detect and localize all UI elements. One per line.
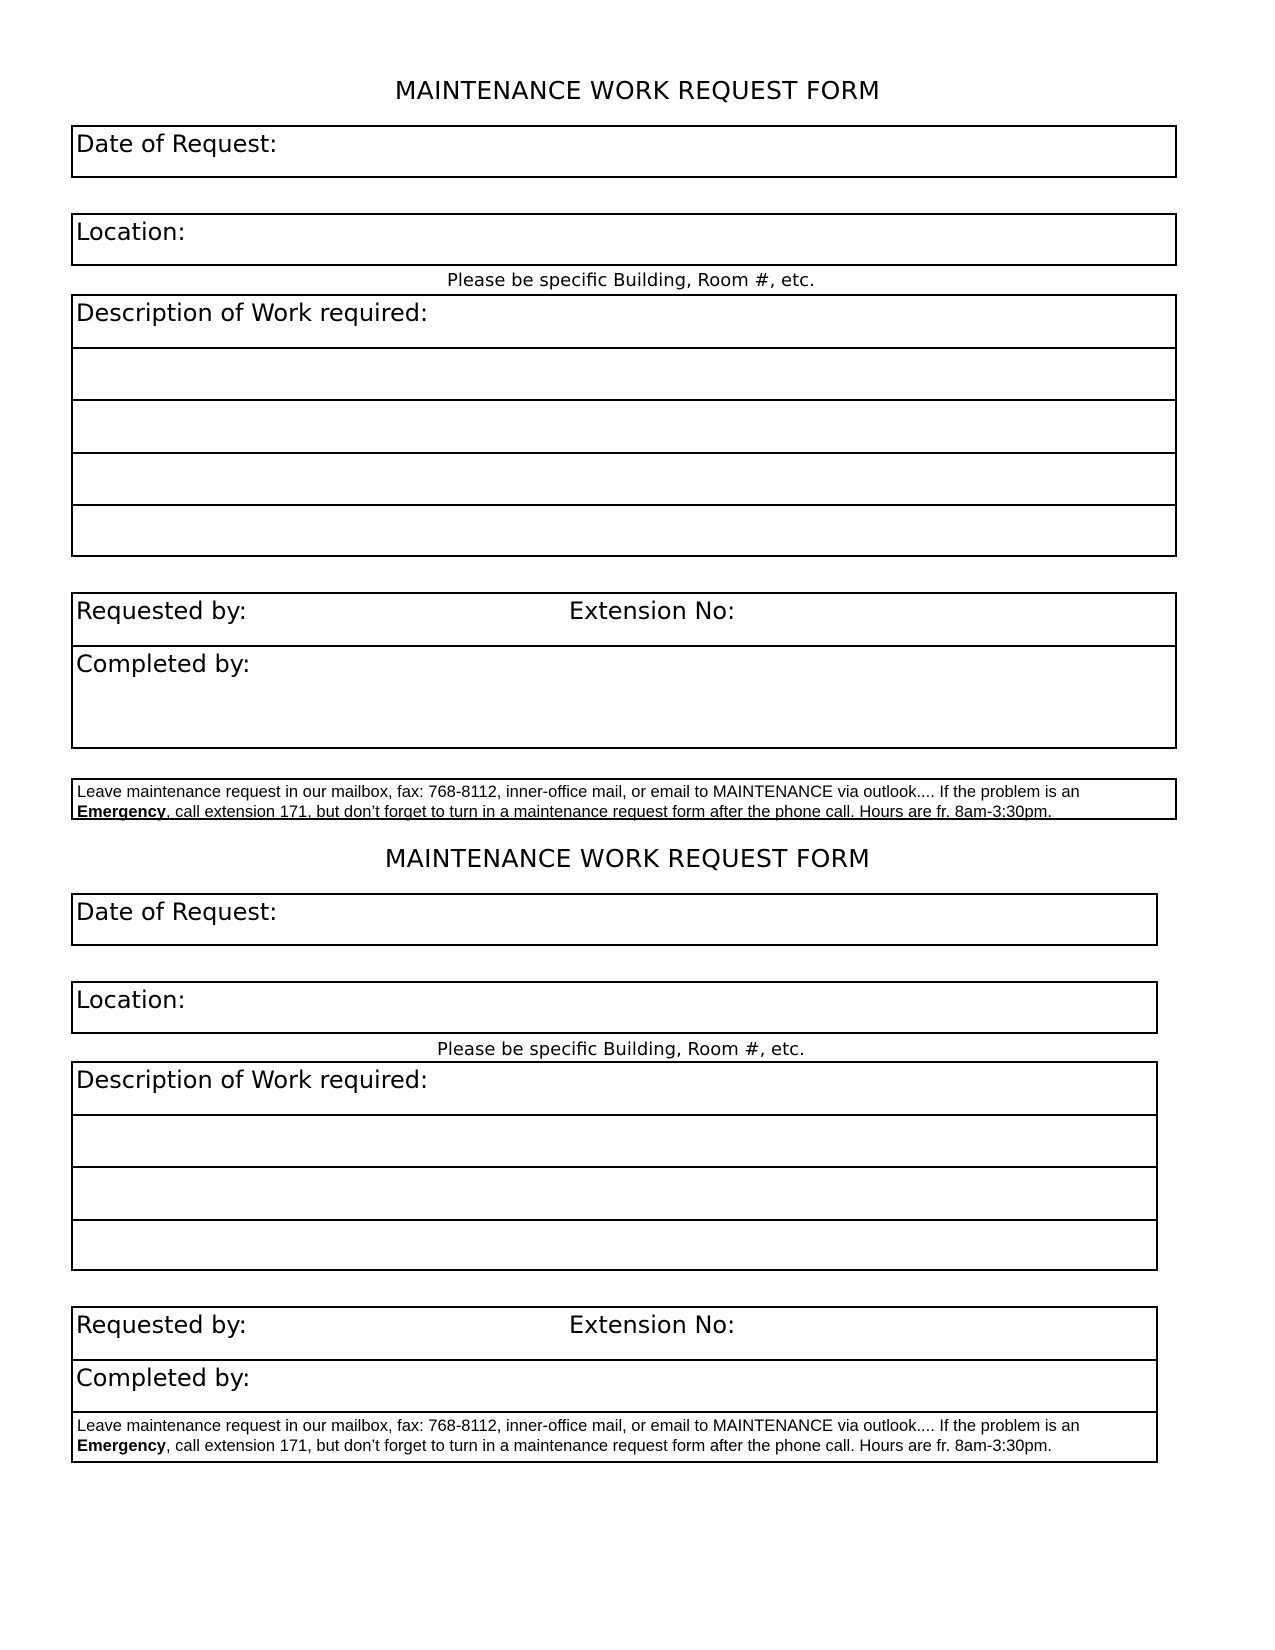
instructions-note bbox=[71, 778, 1177, 820]
description-field[interactable] bbox=[71, 1061, 1158, 1271]
requester-completion-section bbox=[71, 1306, 1158, 1463]
description-line bbox=[73, 1219, 1156, 1221]
instructions-note bbox=[77, 1416, 1150, 1456]
section-divider bbox=[73, 1411, 1156, 1413]
completed-by-label: Completed by: bbox=[76, 1364, 251, 1392]
description-label: Description of Work required: bbox=[76, 1066, 429, 1094]
section-divider bbox=[73, 645, 1175, 647]
description-line bbox=[73, 399, 1175, 401]
note-line-2: , call extension 171, but don’t forget to turn in a maintenance request form after the phone call. Hours are fr. 8am-3:30pm. bbox=[165, 803, 1052, 821]
location-field[interactable] bbox=[71, 981, 1158, 1034]
date-of-request-field[interactable] bbox=[71, 125, 1177, 178]
requested-by-label: Requested by: bbox=[76, 1311, 247, 1339]
completed-by-label: Completed by: bbox=[76, 650, 251, 678]
location-field[interactable] bbox=[71, 213, 1177, 266]
description-line bbox=[73, 504, 1175, 506]
note-line-2: , call extension 171, but don’t forget to turn in a maintenance request form after the phone call. Hours are fr. 8am-3:30pm. bbox=[165, 1437, 1052, 1455]
section-divider bbox=[73, 1359, 1156, 1361]
location-label: Location: bbox=[76, 986, 186, 1014]
note-line-1: Leave maintenance request in our mailbox, fax: 768-8112, inner-office mail, or email to MAINTENANCE via outlook.... If the problem is an bbox=[77, 1417, 1080, 1435]
location-hint: Please be specific Building, Room #, etc. bbox=[447, 270, 815, 291]
note-line-1: Leave maintenance request in our mailbox, fax: 768-8112, inner-office mail, or email to MAINTENANCE via outlook.... If the problem is an bbox=[77, 783, 1080, 801]
description-line bbox=[73, 1114, 1156, 1116]
description-line bbox=[73, 452, 1175, 454]
note-emphasis: Emergency bbox=[77, 1437, 166, 1455]
description-label: Description of Work required: bbox=[76, 299, 429, 327]
requester-completion-section bbox=[71, 592, 1177, 749]
description-line bbox=[73, 1166, 1156, 1168]
date-of-request-label: Date of Request: bbox=[76, 898, 278, 926]
location-label: Location: bbox=[76, 218, 186, 246]
form-title: MAINTENANCE WORK REQUEST FORM bbox=[394, 76, 881, 105]
requested-by-label: Requested by: bbox=[76, 597, 247, 625]
location-hint: Please be specific Building, Room #, etc. bbox=[437, 1039, 805, 1060]
description-field[interactable] bbox=[71, 294, 1177, 557]
note-emphasis: Emergency bbox=[77, 803, 166, 821]
date-of-request-field[interactable] bbox=[71, 893, 1158, 946]
date-of-request-label: Date of Request: bbox=[76, 130, 278, 158]
description-line bbox=[73, 347, 1175, 349]
extension-no-label: Extension No: bbox=[569, 1311, 736, 1339]
form-title: MAINTENANCE WORK REQUEST FORM bbox=[384, 844, 871, 873]
extension-no-label: Extension No: bbox=[569, 597, 736, 625]
